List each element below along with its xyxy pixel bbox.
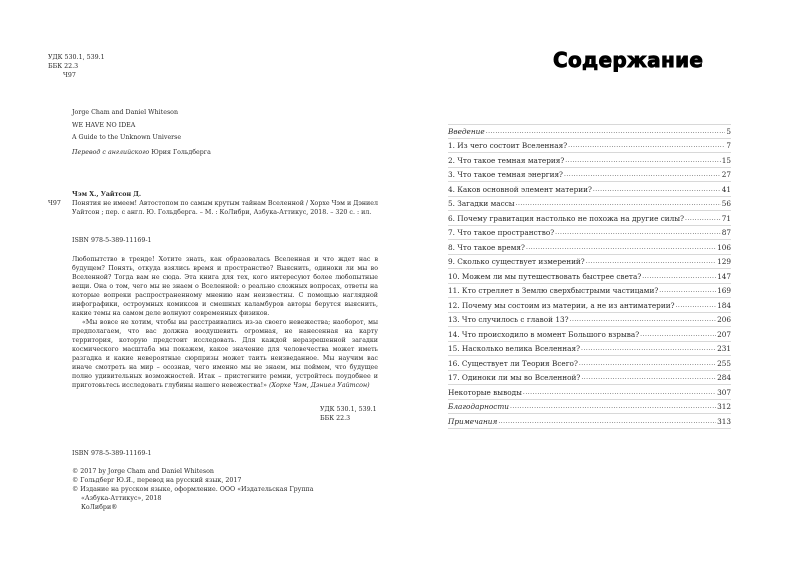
toc-entry[interactable]	[448, 356, 731, 371]
original-edition	[72, 108, 181, 146]
toc-entry[interactable]	[448, 400, 731, 415]
toc-entry[interactable]	[448, 211, 731, 226]
toc-entry-page: 231	[717, 344, 731, 353]
toc-entry-page: 312	[717, 402, 731, 411]
toc-entry-page: 307	[717, 387, 731, 397]
toc-entry-label: Некоторые выводы	[448, 387, 522, 397]
toc-entry[interactable]	[448, 197, 731, 212]
toc-entry-label: Введение	[448, 126, 485, 136]
classification-bottom	[320, 405, 377, 423]
original-authors: Jorge Cham and Daniel Whiteson	[72, 109, 179, 116]
toc-leader-dots	[581, 344, 716, 354]
toc-entry-label: 4. Каков основной элемент материи?	[448, 184, 592, 194]
catalog-description: Понятия не имеем! Автостопом по самым крутым тайнам Вселенной / Хорхе Чэм и Дэниел Уайтсон ; пер. с англ. Ю. Гольдберга. – М. : КоЛибри, Азбука-Аттикус, 2018. – 320 с. : ил.	[72, 200, 378, 216]
original-title: WE HAVE NO IDEA	[72, 121, 136, 129]
toc-entry-page: 41	[721, 184, 731, 194]
toc-leader-dots	[579, 359, 716, 369]
toc-entry-label: 1. Из чего состоит Вселенная?	[448, 141, 568, 150]
toc-entry[interactable]	[448, 124, 731, 139]
toc-entry-label: 3. Что такое темная энергия?	[448, 170, 563, 179]
toc-leader-dots	[685, 214, 721, 224]
bbk-code: ББК 22.3	[48, 63, 79, 70]
toc-entry-page: 206	[717, 315, 731, 324]
toc-leader-dots	[564, 170, 721, 180]
toc-entry-label: Примечания	[448, 416, 498, 426]
toc-entry[interactable]	[448, 269, 731, 284]
catalog-authors: Чэм Х., Уайтсон Д.	[72, 191, 142, 198]
toc-entry-page: 71	[721, 213, 731, 223]
toc-leader-dots	[676, 301, 717, 311]
toc-entry-page: 284	[717, 373, 731, 382]
translator-prefix: Перевод с английского	[72, 149, 150, 156]
toc-entry[interactable]	[448, 240, 731, 255]
toc-entry-label: Благодарности	[448, 402, 509, 411]
toc-entry[interactable]	[448, 298, 731, 313]
toc-entry[interactable]	[448, 168, 731, 183]
toc-entry[interactable]	[448, 342, 731, 357]
toc-leader-dots	[640, 330, 716, 340]
bbk-code-bottom: ББК 22.3	[320, 415, 351, 422]
toc-entry-page: 207	[717, 329, 731, 339]
toc-leader-dots	[565, 156, 720, 166]
toc-entry[interactable]	[448, 153, 731, 168]
toc-title: Содержание	[553, 48, 704, 72]
isbn-bottom: ISBN 978-5-389-11169-1	[72, 450, 152, 457]
toc-entry-page: 87	[721, 228, 731, 237]
toc-entry-label: 2. Что такое темная материя?	[448, 155, 565, 165]
toc-entry-label: 14. Что происходило в момент Большого взрыва?	[448, 329, 640, 339]
toc-entry[interactable]	[448, 371, 731, 386]
toc-leader-dots	[642, 272, 716, 282]
toc-entry-page: 169	[717, 286, 731, 295]
copyright-line: © 2017 by Jorge Cham and Daniel Whiteson	[72, 468, 214, 475]
toc-entry[interactable]	[448, 182, 731, 197]
toc-entry-label: 9. Сколько существует измерений?	[448, 257, 585, 266]
copyright-line: © Издание на русском языке, оформление. ООО «Издательская Группа	[72, 486, 314, 493]
catalog-record	[48, 190, 378, 217]
translator-name: Юрия Гольдберга	[151, 149, 211, 156]
toc-leader-dots	[581, 373, 716, 383]
toc-leader-dots	[570, 315, 717, 325]
toc-entry[interactable]	[448, 414, 731, 429]
toc-leader-dots	[498, 417, 716, 427]
toc-leader-dots	[659, 286, 716, 296]
toc-leader-dots	[510, 402, 716, 412]
toc-leader-dots	[523, 388, 716, 398]
toc-entry-label: 8. Что такое время?	[448, 242, 525, 252]
toc-entry-label: 13. Что случилось с главой 13?	[448, 315, 569, 324]
copyright-line: «Азбука-Аттикус», 2018	[81, 495, 162, 502]
toc-entry-label: 7. Что такое пространство?	[448, 228, 555, 237]
isbn-top: ISBN 978-5-389-11169-1	[72, 237, 152, 244]
toc-entry-page: 255	[717, 358, 731, 368]
original-subtitle: A Guide to the Unknown Universe	[72, 134, 182, 142]
contents-page	[400, 0, 800, 569]
toc-entry-label: 5. Загадки массы	[448, 199, 515, 208]
annotation-quote: «Мы вовсе не хотим, чтобы вы расстраивались из-за своего невежества; наоборот, мы предполагаем, что вас должна воодушевить огромная, не нанесенная на карту территория, которую предстоит исследовать. Для каждой неразрешенной загадки космического масштаба мы покажем, какое значение для человечества может иметь разгадка и какие невероятные сюрпризы может таить неизведанное. Мы научим вас иначе смотреть на мир – осознав, чего именно мы не знаем, мы поймем, что будущее полно удивительных возможностей. Итак – пристегните ремни, устройтесь поудобнее и приготовьтесь исследовать глубины нашего невежества!»	[72, 319, 378, 389]
toc-entry-page: 147	[717, 271, 731, 281]
toc-entry-page: 15	[721, 155, 731, 165]
copyright-line: КоЛибри®	[81, 504, 118, 511]
toc-entry[interactable]	[448, 226, 731, 241]
toc-entry-page: 106	[717, 242, 731, 252]
toc-entry-label: 16. Существует ли Теория Всего?	[448, 358, 578, 368]
toc-entry[interactable]	[448, 255, 731, 270]
toc-entry-label: 6. Почему гравитация настолько не похожа на другие силы?	[448, 213, 685, 223]
toc-leader-dots	[486, 127, 726, 137]
toc-entry-page: 184	[717, 300, 731, 310]
translator-credit	[72, 149, 211, 156]
toc-leader-dots	[526, 243, 716, 253]
classification-top	[48, 53, 105, 80]
copyright-block	[72, 467, 314, 512]
annotation-paragraph-2	[72, 318, 378, 390]
toc-entry[interactable]	[448, 327, 731, 342]
toc-entry[interactable]	[448, 139, 731, 154]
toc-entry-label: 12. Почему мы состоим из материи, а не из антиматерии?	[448, 300, 675, 310]
toc-entry-label: 10. Можем ли мы путешествовать быстрее света?	[448, 271, 642, 281]
toc-entry-label: 11. Кто стреляет в Землю сверхбыстрыми частицами?	[448, 286, 659, 295]
toc-entry-page: 5	[726, 126, 731, 136]
toc-entry-page: 313	[717, 416, 731, 426]
copyright-line: © Гольдберг Ю.Я., перевод на русский язык, 2017	[72, 477, 242, 484]
toc-leader-dots	[593, 185, 721, 195]
udk-code: УДК 530.1, 539.1	[48, 54, 105, 61]
toc-entry-page: 27	[721, 170, 731, 179]
annotation-paragraph-1: Любопытство в тренде! Хотите знать, как образовалась Вселенная и что ждет нас в будущем? Понять, откуда взялись время и пространство? Выяснить, одиноки ли мы во Вселенной? Тогда вам не сюда. Эта книга для тех, кого интересуют более любопытные вещи. Она о том, чего мы не знаем о Вселенной: о реально сложных вопросах, ответы на которые вопреки распространенному мнению нам неизвестны. С помощью наглядной инфографики, остроумных комиксов и смешных каламбуров авторы берутся выяснить, какие темы на самом деле волнуют современных физиков.	[72, 256, 378, 317]
annotation-attribution: (Хорхе Чэм, Дэниел Уайтсон)	[269, 382, 370, 389]
catalog-code: Ч97	[48, 200, 61, 207]
toc-entry-label: 17. Одиноки ли мы во Вселенной?	[448, 373, 581, 382]
toc-leader-dots	[516, 199, 721, 209]
toc-entry[interactable]	[448, 385, 731, 400]
toc-list	[448, 124, 731, 429]
udk-code-bottom: УДК 530.1, 539.1	[320, 406, 377, 413]
author-mark: Ч97	[63, 72, 76, 79]
toc-leader-dots	[568, 141, 725, 151]
toc-entry-page: 129	[717, 257, 731, 266]
toc-entry-label: 15. Насколько велика Вселенная?	[448, 344, 581, 353]
annotation	[72, 255, 378, 390]
toc-entry-page: 56	[721, 199, 731, 208]
toc-entry[interactable]	[448, 313, 731, 328]
toc-entry[interactable]	[448, 284, 731, 299]
toc-leader-dots	[586, 257, 716, 267]
toc-entry-page: 7	[726, 141, 731, 150]
toc-leader-dots	[555, 228, 721, 238]
